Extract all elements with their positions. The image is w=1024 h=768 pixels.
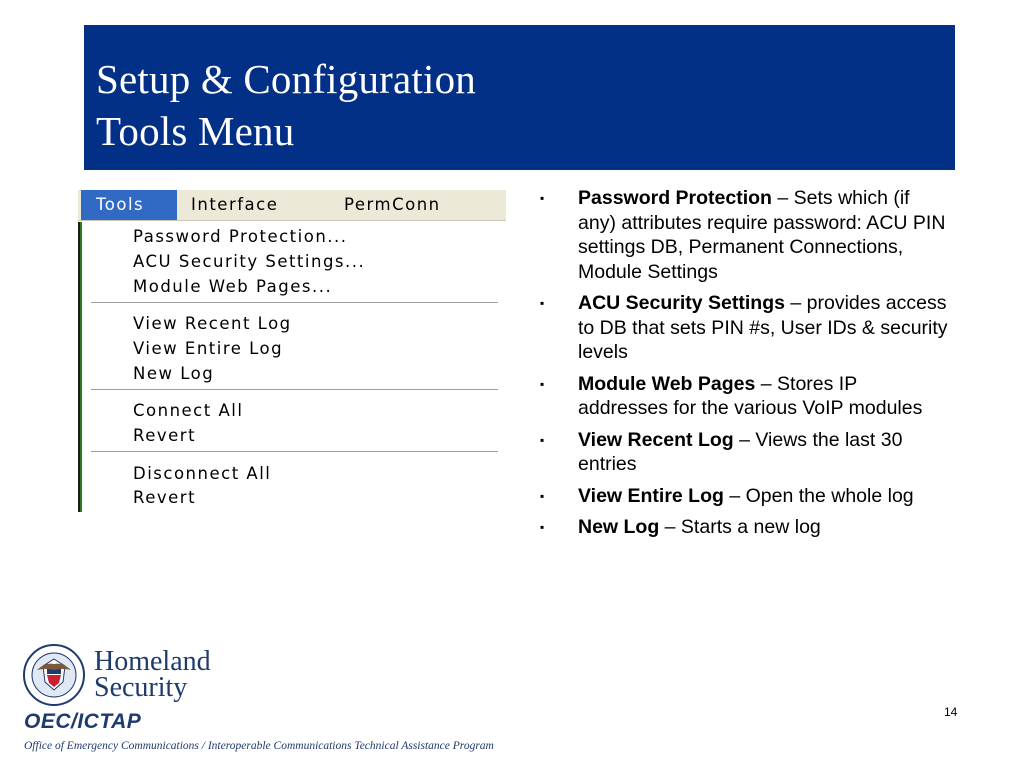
bullet-item <box>540 372 950 421</box>
page-number: 14 <box>944 705 958 719</box>
org-name: OEC/ICTAP <box>24 710 142 733</box>
menu-item-new-log[interactable]: New Log <box>133 364 215 383</box>
menu-item-revert[interactable]: Revert <box>133 426 197 445</box>
bullet-term: New Log <box>578 516 660 538</box>
dhs-seal-icon <box>23 644 85 706</box>
bullet-term: Module Web Pages <box>578 372 756 395</box>
bullet-marker: ▪ <box>540 488 545 503</box>
title-banner <box>84 25 955 170</box>
bullet-item <box>540 428 950 477</box>
menu-tab-tools[interactable]: Tools <box>81 190 177 220</box>
menu-item-password-protection[interactable]: Password Protection... <box>133 227 348 246</box>
bullet-item <box>540 484 950 509</box>
bullet-marker: ▪ <box>540 376 545 391</box>
bullet-marker: ▪ <box>540 296 545 310</box>
menu-separator <box>91 302 498 304</box>
menu-item-module-web-pages[interactable]: Module Web Pages... <box>133 277 333 296</box>
bullet-term: ACU Security Settings <box>578 292 785 314</box>
bullet-marker: ▪ <box>540 520 545 534</box>
bullet-item <box>540 291 950 365</box>
bullet-desc: – provides access to DB that sets PIN #s, User IDs & security levels <box>578 292 948 363</box>
program-name: Office of Emergency Communications / Interoperable Communications Technical Assistance Program <box>24 740 494 752</box>
bullet-list <box>540 186 950 547</box>
bullet-desc: – Stores IP addresses for the various VoIP modules <box>578 372 923 419</box>
bullet-desc: – Sets which (if any) attributes require password: ACU PIN settings DB, Permanent Connections, Module Settings <box>578 187 946 283</box>
bullet-term: View Recent Log <box>578 428 734 451</box>
slide-title-line2: Tools Menu <box>96 108 295 154</box>
bullet-item <box>540 186 950 284</box>
menu-item-view-recent-log[interactable]: View Recent Log <box>133 314 292 333</box>
bullet-desc: – Open the whole log <box>723 484 914 507</box>
menu-tab-interface[interactable]: Interface <box>191 195 279 214</box>
slide-title-line1: Setup & Configuration <box>96 56 477 102</box>
bullet-term: View Entire Log <box>578 484 724 507</box>
bullet-term: Password Protection <box>578 187 772 209</box>
menu-separator <box>91 389 498 391</box>
bullet-marker: ▪ <box>540 191 545 205</box>
bullet-marker: ▪ <box>540 432 545 447</box>
window-edge <box>78 222 82 512</box>
logo-wordmark-line2: Security <box>94 672 188 703</box>
menu-separator <box>91 451 498 453</box>
bullet-item <box>540 515 950 540</box>
tools-menu-screenshot <box>78 190 506 512</box>
menu-item-view-entire-log[interactable]: View Entire Log <box>133 339 284 358</box>
bullet-desc: – Starts a new log <box>659 516 821 538</box>
menu-bar <box>78 190 506 221</box>
menu-item-connect-all[interactable]: Connect All <box>133 401 244 420</box>
menu-item-acu-security-settings[interactable]: ACU Security Settings... <box>133 252 366 271</box>
menu-tab-permconn[interactable]: PermConn <box>344 195 441 214</box>
menu-item-revert-2[interactable]: Revert <box>133 488 197 507</box>
menu-item-disconnect-all[interactable]: Disconnect All <box>133 464 272 483</box>
logo-wordmark-line1: Homeland <box>94 646 211 677</box>
bullet-desc: – Views the last 30 entries <box>578 428 903 475</box>
